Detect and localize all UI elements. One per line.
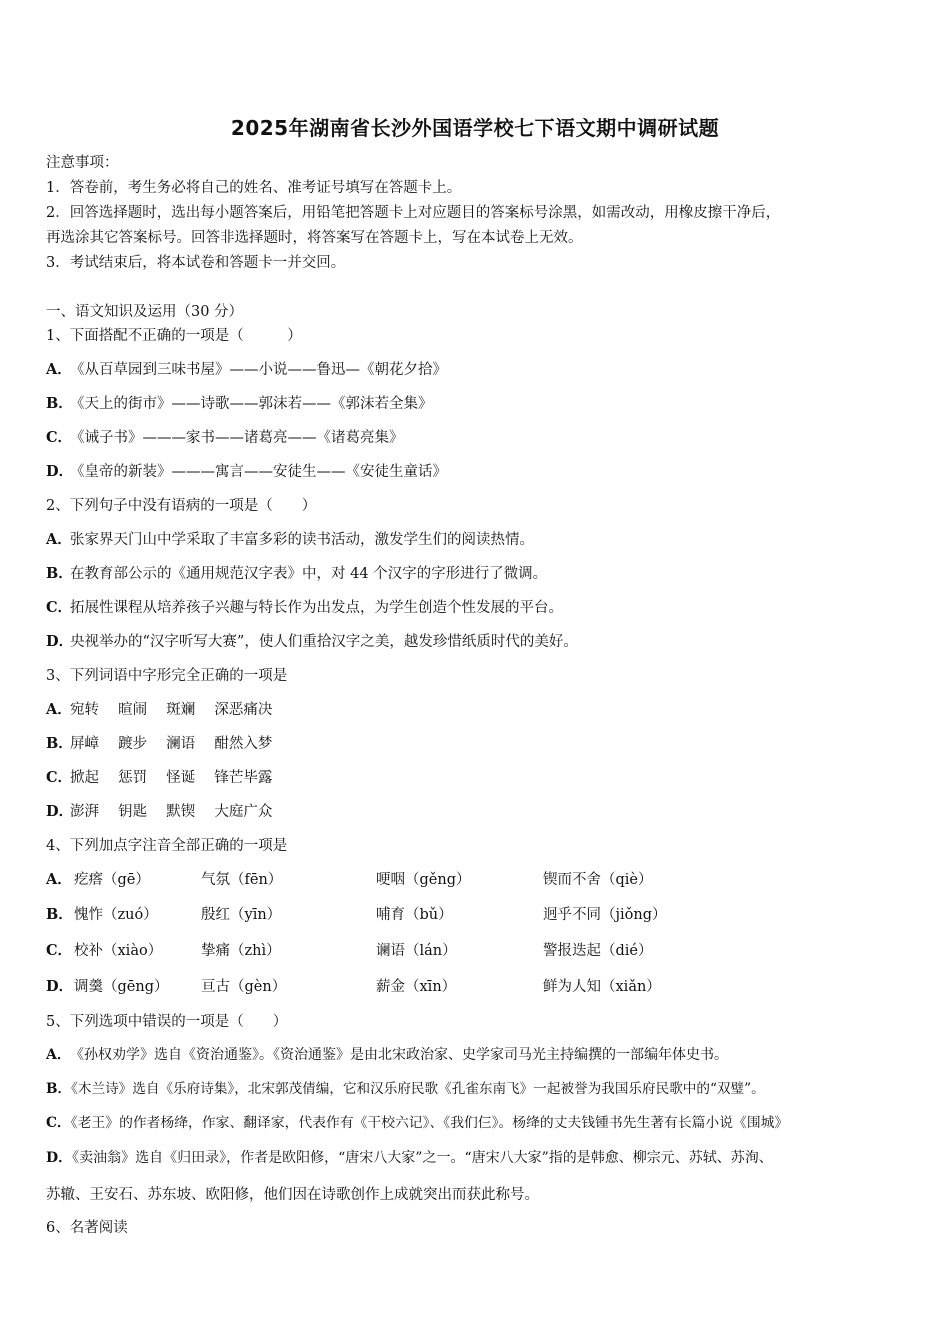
option-letter: D．: [46, 1150, 73, 1166]
option-row: [46, 1185, 539, 1205]
question-stem: 6、名著阅读: [46, 1220, 128, 1236]
option-text: 张家界天门山中学采取了丰富多彩的读书活动，激发学生们的阅读热情。: [70, 532, 534, 548]
option-text: 《天上的街市》——诗歌——郭沫若——《郭沫若全集》: [70, 396, 433, 412]
option-letter: B．: [46, 906, 73, 923]
option-row: [46, 1148, 773, 1168]
notice-item: 1．答卷前，考生务必将自己的姓名、准考证号填写在答题卡上。: [46, 180, 462, 196]
question-stem: 5、下列选项中错误的一项是（ ）: [46, 1014, 288, 1030]
pinyin-item: 锲而不舍（qiè）: [543, 872, 653, 888]
option-letter: C．: [46, 599, 73, 616]
option-row: [46, 1079, 765, 1099]
pinyin-item: 殷红（yīn）: [201, 907, 282, 923]
notice-heading: 注意事项：: [46, 155, 119, 171]
option-text: 《诫子书》———家书——诸葛亮——《诸葛亮集》: [70, 430, 404, 446]
option-letter: A．: [46, 361, 72, 378]
pinyin-item: 调羹（gēng）: [74, 979, 169, 995]
pinyin-item: 警报迭起（dié）: [543, 943, 653, 959]
pinyin-item: 愧怍（zuó）: [74, 907, 158, 923]
pinyin-item: 气氛（fēn）: [201, 872, 283, 888]
option-row: [46, 360, 447, 380]
option-letter: D．: [46, 463, 74, 480]
option-letter: C．: [46, 942, 73, 959]
notice-item: 2．回答选择题时，选出每小题答案后，用铅笔把答题卡上对应题目的答案标号涂黑，如需改动，用橡皮擦干净后，: [46, 205, 781, 221]
pinyin-item: 哽咽（gěng）: [376, 872, 471, 888]
option-letter: A．: [46, 871, 72, 888]
option-letter: C．: [46, 429, 73, 446]
option-text: 《木兰诗》选自《乐府诗集》，北宋郭茂倩编，它和汉乐府民歌《孔雀东南飞》一起被誉为我国乐府民歌中的“双璧”。: [71, 1081, 765, 1097]
option-letter: B．: [46, 395, 73, 412]
option-letter: D．: [46, 633, 74, 650]
option-row: [46, 734, 272, 754]
option-letter: A．: [46, 531, 72, 548]
option-text: 拓展性课程从培养孩子兴趣与特长作为出发点，为学生创造个性发展的平台。: [70, 600, 563, 616]
notice-item: 3．考试结束后，将本试卷和答题卡一并交回。: [46, 255, 346, 271]
pinyin-item: 挚痛（zhì）: [201, 943, 281, 959]
option-text: 《老王》的作者杨绛，作家、翻译家，代表作有《干校六记》、《我们仨》。杨绛的丈夫钱锺书先生著有长篇小说《围城》: [70, 1115, 789, 1131]
option-letter: A．: [46, 701, 72, 718]
option-letter: A．: [46, 1047, 71, 1063]
option-row: [46, 768, 272, 788]
option-row: [46, 1113, 788, 1133]
option-text: 澎湃 钥匙 默锲 大庭广众: [70, 804, 273, 820]
option-letter: D．: [46, 803, 74, 820]
option-row: [46, 700, 272, 720]
pinyin-item: 迥乎不同（jiǒng）: [543, 907, 667, 923]
pinyin-item: 校补（xiào）: [74, 943, 163, 959]
question-stem: 1、下面搭配不正确的一项是（ ）: [46, 328, 302, 344]
option-row: [46, 564, 547, 584]
option-letter: B．: [46, 1081, 72, 1097]
option-text: 《卖油翁》选自《归田录》，作者是欧阳修，“唐宋八大家”之一。“唐宋八大家”指的是韩愈、柳宗元、苏轼、苏洵、: [72, 1150, 773, 1166]
option-text: 在教育部公示的《通用规范汉字表》中，对 44 个汉字的字形进行了微调。: [70, 566, 548, 582]
option-letter: B．: [46, 565, 73, 582]
option-text: 《皇帝的新装》———寓言——安徒生——《安徒生童话》: [70, 464, 447, 480]
option-letter: C．: [46, 1115, 71, 1131]
pinyin-item: 亘古（gèn）: [201, 979, 287, 995]
pinyin-item: 谰语（lán）: [376, 943, 457, 959]
option-text: 宛转 暄闹 斑斓 深恶痛决: [70, 702, 273, 718]
option-text: 屏嶂 踱步 澜语 酣然入梦: [70, 736, 273, 752]
question-stem: 2、下列句子中没有语病的一项是（ ）: [46, 498, 317, 514]
question-stem: 4、下列加点字注音全部正确的一项是: [46, 838, 288, 854]
option-row: [46, 530, 534, 550]
pinyin-item: 哺育（bǔ）: [376, 907, 453, 923]
option-row: [46, 1045, 728, 1065]
pinyin-item: 薪金（xīn）: [376, 979, 457, 995]
option-letter: D．: [46, 978, 74, 995]
option-text: 苏辙、王安石、苏东坡、欧阳修，他们因在诗歌创作上成就突出而获此称号。: [46, 1187, 539, 1203]
pinyin-item: 鲜为人知（xiǎn）: [543, 979, 661, 995]
option-row: [46, 632, 578, 652]
option-text: 《孙权劝学》选自《资治通鉴》。《资治通鉴》是由北宋政治家、史学家司马光主持编撰的一部编年体史书。: [70, 1047, 728, 1063]
option-text: 掀起 惩罚 怪诞 锋芒毕露: [70, 770, 273, 786]
option-row: [46, 598, 563, 618]
option-row: [46, 462, 447, 482]
option-row: [46, 428, 404, 448]
section-heading: 一、语文知识及运用（30 分）: [46, 304, 244, 320]
option-row: [46, 394, 433, 414]
option-text: 《从百草园到三味书屋》——小说——鲁迅—《朝花夕拾》: [70, 362, 447, 378]
pinyin-item: 疙瘩（gē）: [74, 872, 150, 888]
option-row: [46, 802, 272, 822]
option-letter: C．: [46, 769, 73, 786]
notice-item: 再选涂其它答案标号。回答非选择题时，将答案写在答题卡上，写在本试卷上无效。: [46, 230, 583, 246]
question-stem: 3、下列词语中字形完全正确的一项是: [46, 668, 288, 684]
option-text: 央视举办的“汉字听写大赛”，使人们重拾汉字之美，越发珍惜纸质时代的美好。: [70, 634, 578, 650]
option-letter: B．: [46, 735, 73, 752]
page-title: 2025年湖南省长沙外国语学校七下语文期中调研试题: [230, 116, 720, 140]
